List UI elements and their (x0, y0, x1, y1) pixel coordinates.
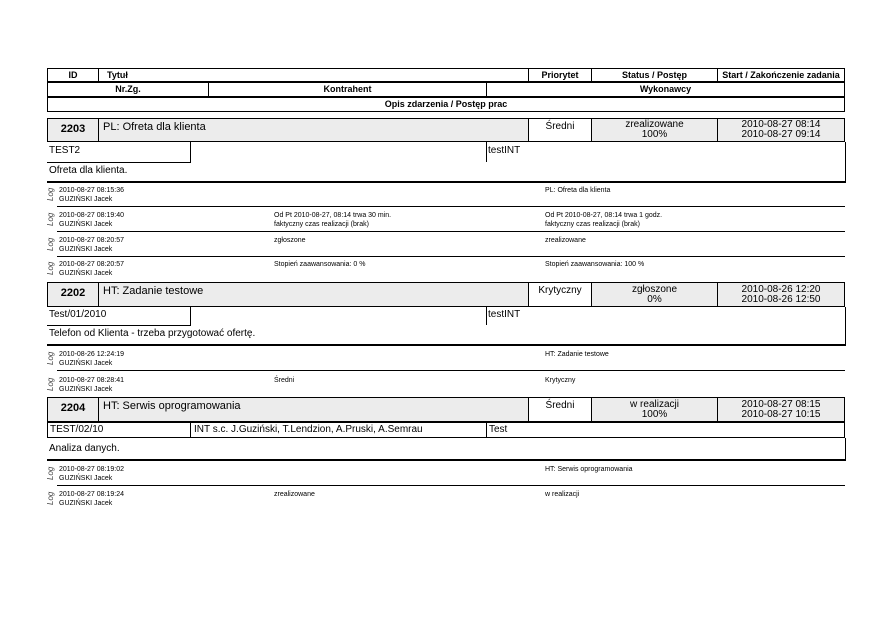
row-divider (47, 162, 191, 163)
log-date: 2010-08-27 08:20:57 (59, 261, 124, 268)
log-entry-meta (59, 211, 124, 229)
log-entry-new (545, 236, 586, 245)
log-entry-new (545, 490, 579, 499)
task-title-value: PL: Ofreta dla klienta (103, 121, 206, 133)
header-description (47, 97, 845, 112)
log-new-line1: PL: Ofreta dla klienta (545, 187, 611, 194)
log-old-line2: faktyczny czas realizacji (brak) (274, 221, 369, 228)
cell-divider (486, 307, 487, 325)
log-new-line1: Krytyczny (545, 377, 576, 384)
task-status-value: zrealizowane (625, 119, 684, 130)
task-priority (528, 282, 592, 307)
task-end-value: 2010-08-26 12:50 (741, 294, 821, 305)
header-id-label: ID (68, 70, 78, 80)
task-contractor (190, 422, 487, 438)
log-new-line1: Stopień zaawansowania: 100 % (545, 261, 645, 268)
task-priority-value: Średni (545, 400, 575, 411)
log-underline (57, 485, 845, 486)
task-performers (488, 145, 520, 156)
task-id-value: 2203 (60, 123, 86, 135)
log-old-line1: zgłoszone (274, 237, 306, 244)
task-end-value: 2010-08-27 09:14 (741, 129, 821, 140)
task-title[interactable] (98, 282, 529, 307)
task-end-value: 2010-08-27 10:15 (741, 409, 821, 420)
task-start-value: 2010-08-27 08:15 (741, 399, 821, 410)
task-description-value: Telefon od Klienta - trzeba przygotować ofertę. (49, 328, 256, 339)
cell-divider (845, 142, 846, 183)
log-entry-new (545, 260, 644, 269)
task-dates (717, 118, 845, 142)
svg-text:Log: Log (46, 261, 55, 275)
task-status (591, 397, 718, 422)
task-dates (717, 282, 845, 307)
cell-divider (190, 307, 191, 325)
header-nrzg (47, 82, 209, 97)
task-status-value: zgłoszone (631, 284, 678, 295)
log-user: GUZIŃSKI Jacek (59, 270, 113, 277)
task-title[interactable] (98, 397, 529, 422)
task-title-value: HT: Serwis oprogramowania (103, 400, 241, 412)
header-nrzg-label: Nr.Zg. (115, 84, 141, 94)
task-progress-value: 0% (647, 294, 662, 305)
header-status (591, 68, 718, 82)
task-title[interactable] (98, 118, 529, 142)
log-icon (45, 210, 56, 228)
log-new-line1: HT: Zadanie testowe (545, 351, 609, 358)
log-entry-meta (59, 260, 124, 278)
header-description-label: Opis zdarzenia / Postęp prac (384, 99, 508, 109)
task-status (591, 118, 718, 142)
log-old-line1: Średni (274, 377, 295, 384)
task-nrzg-value: TEST/02/10 (50, 424, 104, 435)
svg-text:Log: Log (46, 187, 55, 201)
header-status-label: Status / Postęp (621, 70, 687, 80)
task-performers-value: Test (489, 424, 508, 435)
header-start-end (717, 68, 845, 82)
log-user: GUZIŃSKI Jacek (59, 221, 113, 228)
task-progress-value: 100% (641, 409, 668, 420)
log-date: 2010-08-27 08:19:02 (59, 466, 124, 473)
log-new-line1: HT: Serwis oprogramowania (545, 466, 633, 473)
log-date: 2010-08-27 08:19:24 (59, 491, 124, 498)
log-user: GUZIŃSKI Jacek (59, 196, 113, 203)
log-entry-old (274, 490, 315, 499)
task-start-value: 2010-08-26 12:20 (741, 284, 821, 295)
description-underline (47, 459, 845, 461)
log-date: 2010-08-26 12:24:19 (59, 351, 124, 358)
task-start-value: 2010-08-27 08:14 (741, 119, 821, 130)
header-performers (486, 82, 845, 97)
task-nrzg-value: Test/01/2010 (49, 309, 107, 320)
log-user: GUZIŃSKI Jacek (59, 475, 113, 482)
header-priority (528, 68, 592, 82)
row-divider (47, 325, 191, 326)
log-entry-old (274, 260, 365, 269)
svg-text:Log: Log (46, 491, 55, 505)
log-entry-meta (59, 350, 124, 368)
svg-text:Log: Log (46, 466, 55, 480)
task-dates (717, 397, 845, 422)
header-contractor-label: Kontrahent (323, 84, 372, 94)
task-performers (486, 422, 845, 438)
header-id (47, 68, 99, 82)
header-priority-label: Priorytet (541, 70, 579, 80)
task-performers-value: testINT (488, 145, 521, 156)
log-entry-new (545, 465, 633, 474)
task-nrzg-value: TEST2 (49, 145, 81, 156)
log-user: GUZIŃSKI Jacek (59, 500, 113, 507)
log-entry-new (545, 186, 610, 195)
log-user: GUZIŃSKI Jacek (59, 246, 113, 253)
task-priority-value: Krytyczny (538, 285, 582, 296)
description-underline (47, 344, 845, 346)
log-entry-new (545, 211, 662, 229)
log-user: GUZIŃSKI Jacek (59, 360, 113, 367)
log-icon (45, 349, 56, 367)
log-icon (45, 464, 56, 482)
log-user: GUZIŃSKI Jacek (59, 386, 113, 393)
log-entry-new (545, 350, 609, 359)
task-nrzg (49, 145, 80, 156)
svg-text:Log: Log (46, 351, 55, 365)
log-entry-meta (59, 236, 124, 254)
log-underline (57, 206, 845, 207)
header-performers-label: Wykonawcy (639, 84, 692, 94)
log-entry-meta (59, 186, 124, 204)
log-icon (45, 235, 56, 253)
log-new-line1: Od Pt 2010-08-27, 08:14 trwa 1 godz. (545, 212, 663, 219)
header-title-label: Tytuł (107, 70, 128, 80)
task-id (47, 397, 99, 422)
log-icon (45, 375, 56, 393)
cell-divider (845, 307, 846, 346)
log-date: 2010-08-27 08:28:41 (59, 377, 124, 384)
log-entry-old (274, 211, 391, 229)
log-old-line1: Od Pt 2010-08-27, 08:14 trwa 30 min. (274, 212, 392, 219)
svg-text:Log: Log (46, 212, 55, 226)
task-title-value: HT: Zadanie testowe (103, 285, 204, 297)
task-priority (528, 118, 592, 142)
task-id (47, 118, 99, 142)
log-old-line1: zrealizowane (274, 491, 315, 498)
log-old-line1: Stopień zaawansowania: 0 % (274, 261, 366, 268)
task-id (47, 282, 99, 307)
log-new-line2: faktyczny czas realizacji (brak) (545, 221, 640, 228)
task-performers-value: testINT (488, 309, 521, 320)
log-date: 2010-08-27 08:15:36 (59, 187, 124, 194)
task-progress-value: 100% (641, 129, 668, 140)
task-performers (488, 309, 520, 320)
task-priority (528, 397, 592, 422)
log-underline (57, 256, 845, 257)
description-underline (47, 181, 845, 183)
task-id-value: 2204 (60, 402, 86, 414)
svg-text:Log: Log (46, 237, 55, 251)
log-entry-new (545, 376, 575, 385)
log-new-line1: zrealizowane (545, 237, 586, 244)
log-entry-meta (59, 376, 124, 394)
log-underline (57, 370, 845, 371)
log-date: 2010-08-27 08:19:40 (59, 212, 124, 219)
log-icon (45, 185, 56, 203)
task-status (591, 282, 718, 307)
task-nrzg (47, 422, 191, 438)
task-description (49, 443, 120, 454)
header-title (98, 68, 529, 82)
task-description (49, 165, 127, 176)
header-start-end-label: Start / Zakończenie zadania (722, 70, 840, 80)
log-new-line1: w realizacji (545, 491, 580, 498)
task-id-value: 2202 (60, 287, 86, 299)
log-underline (57, 231, 845, 232)
task-contractor-value: INT s.c. J.Guziński, T.Lendzion, A.Pruski, A.Semrau (194, 424, 423, 435)
log-entry-meta (59, 465, 124, 483)
log-entry-old (274, 376, 294, 385)
log-entry-meta (59, 490, 124, 508)
task-description-value: Analiza danych. (49, 443, 120, 454)
task-nrzg (49, 309, 106, 320)
task-description (49, 328, 255, 339)
header-contractor (208, 82, 487, 97)
task-priority-value: Średni (545, 121, 575, 132)
log-date: 2010-08-27 08:20:57 (59, 237, 124, 244)
log-icon (45, 259, 56, 277)
task-status-value: w realizacji (630, 399, 679, 410)
log-entry-old (274, 236, 306, 245)
task-description-value: Ofreta dla klienta. (49, 165, 128, 176)
svg-text:Log: Log (46, 377, 55, 391)
cell-divider (845, 438, 846, 461)
log-icon (45, 489, 56, 507)
cell-divider (486, 142, 487, 162)
cell-divider (190, 142, 191, 162)
